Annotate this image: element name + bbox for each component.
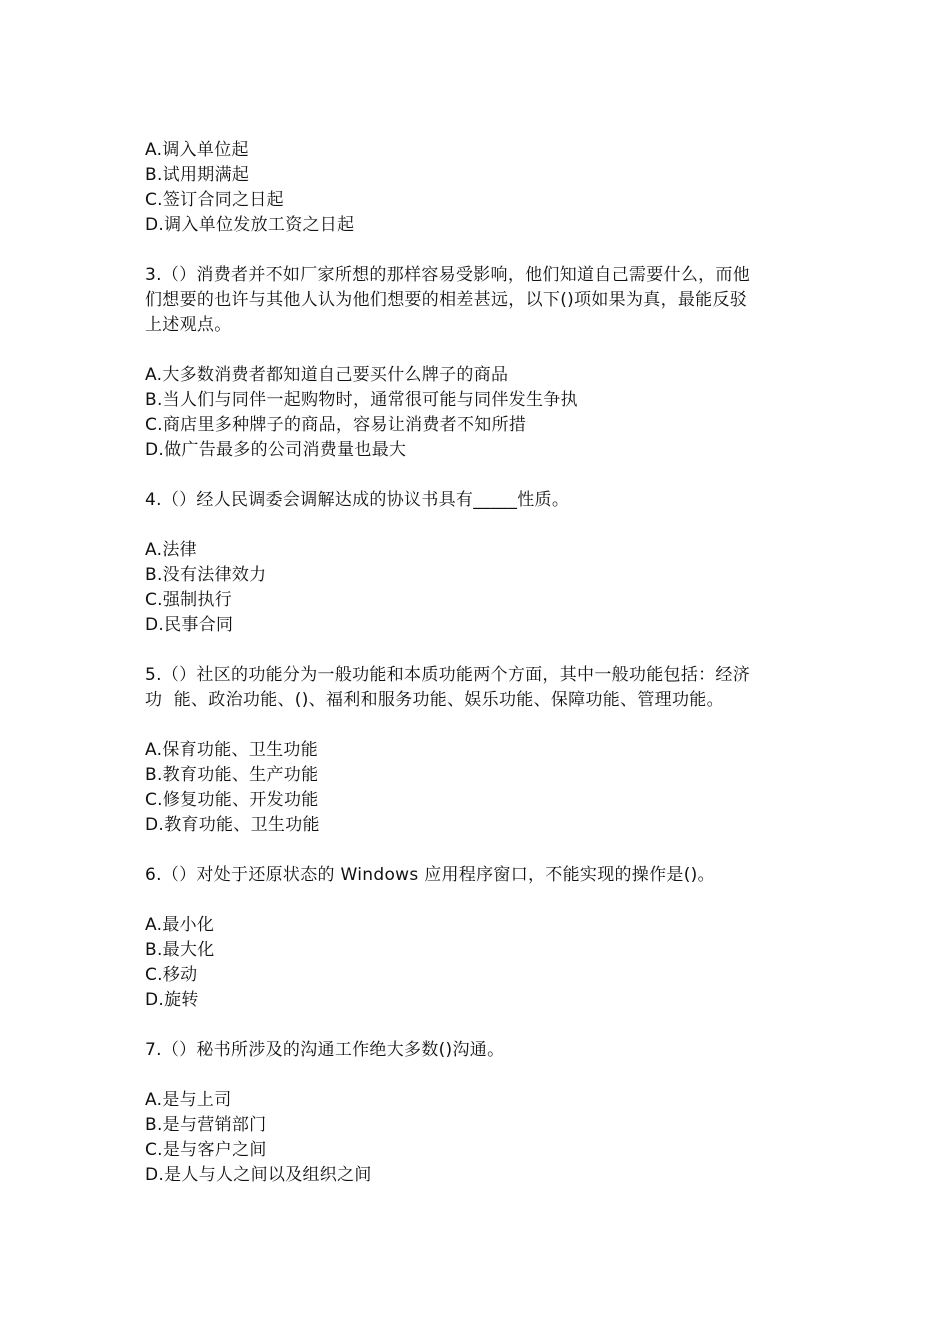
q3-text-line-2: 们想要的也许与其他人认为他们想要的相差甚远，以下()项如果为真，最能反驳: [145, 290, 748, 310]
q3-text-line-3: 上述观点。: [145, 315, 232, 335]
q2-option-c: C.签订合同之日起: [145, 190, 284, 210]
q7-option-c: C.是与客户之间: [145, 1140, 267, 1160]
q3-option-d: D.做广告最多的公司消费量也最大: [145, 440, 407, 460]
q5-text-line-2: 功 能、政治功能、()、福利和服务功能、娱乐功能、保障功能、管理功能。: [145, 690, 724, 710]
question-3: [145, 263, 815, 463]
q5-option-c: C.修复功能、开发功能: [145, 790, 319, 810]
q3-option-a: A.大多数消费者都知道自己要买什么牌子的商品: [145, 365, 509, 385]
question-5: [145, 663, 815, 838]
q6-option-b: B.最大化: [145, 940, 215, 960]
q4-option-b: B.没有法律效力: [145, 565, 267, 585]
q4-option-c: C.强制执行: [145, 590, 233, 610]
q6-option-c: C.移动: [145, 965, 198, 985]
q5-option-b: B.教育功能、生产功能: [145, 765, 319, 785]
q7-option-d: D.是人与人之间以及组织之间: [145, 1165, 372, 1185]
q6-text-line-1: 6.（）对处于还原状态的 Windows 应用程序窗口，不能实现的操作是()。: [145, 865, 715, 885]
question-7: [145, 1038, 815, 1188]
q4-text-line-1: 4.（）经人民调委会调解达成的协议书具有_____性质。: [145, 490, 570, 510]
q5-option-a: A.保育功能、卫生功能: [145, 740, 319, 760]
document-page: [145, 138, 815, 1188]
q3-text-line-1: 3.（）消费者并不如厂家所想的那样容易受影响，他们知道自己需要什么，而他: [145, 265, 751, 285]
q2-option-a: A.调入单位起: [145, 140, 249, 160]
q6-option-d: D.旋转: [145, 990, 199, 1010]
q7-option-b: B.是与营销部门: [145, 1115, 267, 1135]
q7-text-line-1: 7.（）秘书所涉及的沟通工作绝大多数()沟通。: [145, 1040, 505, 1060]
q5-text-line-1: 5.（）社区的功能分为一般功能和本质功能两个方面，其中一般功能包括：经济: [145, 665, 751, 685]
q4-option-d: D.民事合同: [145, 615, 234, 635]
q3-option-b: B.当人们与同伴一起购物时，通常很可能与同伴发生争执: [145, 390, 578, 410]
q2-options: [145, 138, 815, 238]
question-4: [145, 488, 815, 638]
q5-option-d: D.教育功能、卫生功能: [145, 815, 320, 835]
q7-option-a: A.是与上司: [145, 1090, 232, 1110]
q6-option-a: A.最小化: [145, 915, 215, 935]
q3-option-c: C.商店里多种牌子的商品，容易让消费者不知所措: [145, 415, 527, 435]
question-6: [145, 863, 815, 1013]
q2-option-d: D.调入单位发放工资之日起: [145, 215, 355, 235]
q2-option-b: B.试用期满起: [145, 165, 250, 185]
q4-option-a: A.法律: [145, 540, 197, 560]
